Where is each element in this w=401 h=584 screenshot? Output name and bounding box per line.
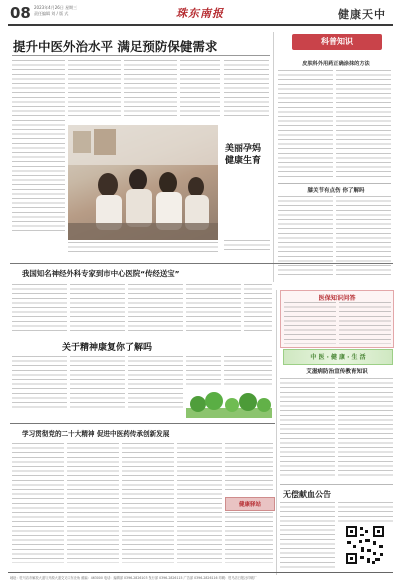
tcm-col5-bottom [225,512,273,563]
green-banner-text: 中 医 · 健 康 · 生 活 [310,354,366,361]
qa-box [280,290,394,348]
expert-headline: 我国知名神经外科专家到市中心医院“传经送宝” [22,269,180,278]
tcm-col5 [225,443,273,493]
qr-code-graphic [345,525,385,565]
notice-col1 [280,502,335,570]
photo-caption-title-2: 健康生育 [225,156,262,166]
sidebar-article1-col2 [336,70,391,180]
top-headline-underline [12,55,270,56]
notice-title: 无偿献血公告 [283,490,331,499]
photo-caption-body [224,240,270,254]
top-story-body-col4 [180,60,220,120]
sidebar-article2-title: 膝关节有点伤 你了解吗 [307,188,365,194]
green-illustration-art [186,390,272,418]
notice-col2 [338,502,393,522]
expert-col3 [128,284,183,334]
edition-line: 责任编辑 刘 / 版 式 [34,11,69,16]
expert-col2 [70,284,125,334]
section-rule-2 [10,423,275,424]
qa-box-col2 [339,302,391,344]
top-story-body-col3 [124,60,177,120]
mental-col5 [224,356,272,386]
qr-code [345,525,385,565]
footer-rule [8,572,393,573]
green-banner [283,349,393,365]
date-line: 2023年4月26日 星期三 [34,5,78,10]
top-story-tail [68,242,218,252]
sidebar-divider [278,183,391,184]
tcm-col4 [177,443,222,563]
sidebar-article1-col1 [278,70,333,180]
sidebar-banner [292,34,382,50]
section-rule-1 [10,263,393,264]
red-banner-text: 健康驿站 [238,501,261,508]
masthead-rule [8,24,393,26]
aids-col2 [338,378,393,478]
mental-col2 [70,356,125,411]
expert-col5 [244,284,272,334]
mental-col1 [12,356,67,411]
masthead [0,0,401,28]
top-story-photo [68,125,218,240]
sidebar-banner-text: 科普知识 [321,37,353,46]
top-story-body-col5 [224,60,269,120]
photo-scene [68,125,218,240]
footer-text: 地址：驻马店市解放大道与开源大道交叉口东北角 邮编：463000 电话：编辑部 0396-2826103 发行部 0396-2826115 广告部 0396-2826116 印刷：驻马店日报社印刷厂 [10,576,257,580]
aids-col1 [280,378,335,478]
column-divider [273,32,274,282]
sidebar-article2-col1 [278,196,333,278]
mental-headline: 关于精神康复你了解吗 [62,343,153,353]
tcm-col1 [12,443,64,563]
tcm-headline: 学习贯彻党的二十大精神 促进中医药传承创新发展 [22,430,170,438]
section-title: 健康天中 [338,8,386,21]
tcm-col3 [122,443,174,563]
photo-caption-title-1: 美丽孕妈 [225,144,262,154]
expert-col4 [186,284,241,334]
expert-col1 [12,284,67,334]
tcm-col2 [67,443,119,563]
mental-col4 [186,356,221,386]
qa-box-title: 医保知识问答 [318,295,356,302]
sidebar-article1-title: 皮肤科外用药正确涂抹的方法 [302,61,370,67]
mental-col3 [128,356,183,411]
notice-divider [280,484,393,485]
red-banner [225,497,275,511]
sidebar-article2-col2 [336,196,391,278]
top-story-body-col2 [68,60,121,120]
green-illustration [186,390,272,418]
lower-column-divider [276,290,277,575]
page-number: 08 [10,4,31,22]
aids-title: 艾滋病防治宣传教育知识 [306,369,368,375]
newspaper-logo: 珠东南报 [176,7,224,20]
top-story-body-col1 [12,60,65,235]
top-headline: 提升中医外治水平 满足预防保健需求 [13,39,218,54]
qa-box-col1 [284,302,336,344]
